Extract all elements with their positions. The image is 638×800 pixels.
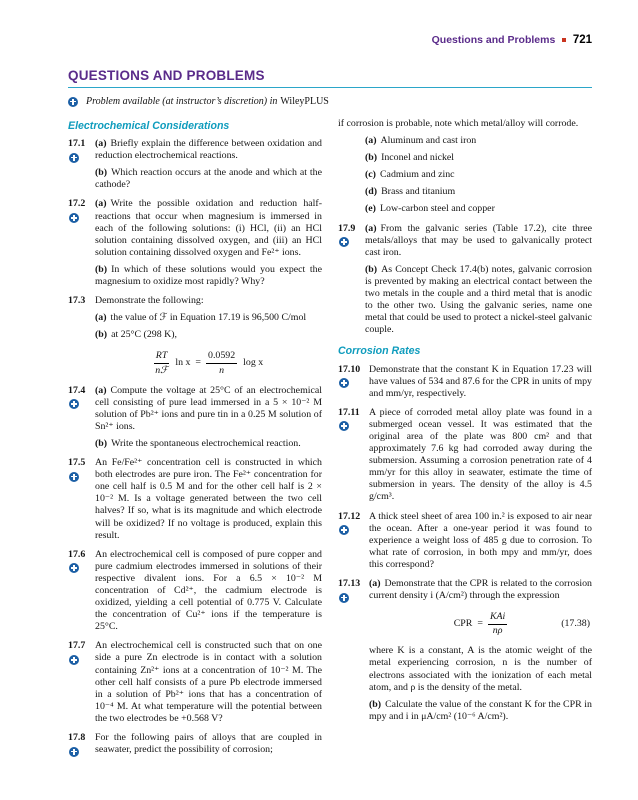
problem-text: the value of ℱ in Equation 17.19 is 96,500 C/mol — [110, 312, 307, 324]
wileyplus-icon — [339, 378, 349, 388]
nernst-equation — [95, 350, 322, 376]
problem-number: 17.4 — [68, 384, 86, 396]
right-column — [338, 118, 592, 763]
problem-text: Write the possible oxidation and reduction half-reactions that occur when magnesium is immersed in each of the following solutions: (i) HCl, (ii) an HCl solution containing dissolved oxygen, and (iii) an HCl solution containing dissolved oxygen and Fe²⁺ ions. — [95, 198, 322, 258]
problem-part-a: (a) Write the possible oxidation and reduction half-reactions that occur when magnesium is immersed in each of the following solutions: (i) HCl, (ii) an HCl solution containing dissolved oxygen, and (iii) an HCl solution containing dissolved oxygen and Fe²⁺ ions. — [95, 198, 322, 258]
problem-number: 17.7 — [68, 640, 86, 652]
wileyplus-icon — [69, 153, 79, 163]
list-item-text: Inconel and nickel — [381, 152, 455, 164]
wileyplus-legend — [68, 96, 592, 107]
wileyplus-icon — [339, 237, 349, 247]
page-content — [68, 34, 592, 763]
problem-text: Briefly explain the difference between oxidation and reduction electrochemical reactions. — [95, 138, 322, 162]
wileyplus-plus-icon — [68, 97, 78, 107]
problem-text: Demonstrate that the CPR is related to the corrosion current density i (A/cm²) through the expression — [369, 578, 592, 602]
equals-sign: = — [195, 357, 201, 369]
wileyplus-icon — [69, 655, 79, 665]
problem-part-a: (a) Briefly explain the difference between oxidation and reduction electrochemical reactions. — [95, 138, 322, 162]
problem-17-5 — [68, 457, 322, 542]
problem-text: An electrochemical cell is constructed such that on one side a pure Zn electrode is in contact with a solution containing Zn²⁺ ions at a concentration of 10⁻² M. The other cell half consists of a pure Pb electrode immersed in a solution of Pb²⁺ ions that has a concentration of 10⁻⁴ M. At what temperature will the potential between the two electrodes be +0.568 V? — [95, 640, 322, 724]
list-item-text: Low-carbon steel and copper — [379, 203, 495, 215]
equation-fraction: $\frac{RT}{\text{nℱ}}$ — [155, 350, 168, 376]
problem-part-b: (b) As Concept Check 17.4(b) notes, galvanic corrosion is prevented by making an electrical contact between the two metals in the couple and a third metal that is anodic to the other two. Using the galvanic series, name one metal that could be used to protect a nickel-steel galvanic couple. — [365, 263, 592, 336]
list-item-text: Aluminum and cast iron — [380, 135, 477, 147]
problem-number: 17.10 — [338, 363, 361, 375]
problem-17-13 — [338, 578, 592, 723]
problem-text: An Fe/Fe²⁺ concentration cell is constructed in which both electrodes are pure iron. The Fe²⁺ concentration for one cell half is 0.5 M and for the other cell half is 2 × 10⁻² M. Is a voltage generated between the two cell halves? If so, what is its magnitude and which electrode will be oxidized? If no voltage is produced, explain this result. — [95, 457, 322, 541]
problem-part-a: (a) Demonstrate that the CPR is related to the corrosion current density i (A/cm²) through the expression — [369, 578, 592, 602]
wileyplus-icon — [339, 593, 349, 603]
legend-text: Problem available (at instructor’s discretion) in — [86, 96, 278, 107]
cpr-equation — [369, 611, 592, 637]
problem-17-1 — [68, 138, 322, 191]
problem-text: A thick steel sheet of area 100 in.² is exposed to air near the ocean. After a one-year period it was found to experience a weight loss of 485 g due to corrosion. To what rate of corrosion, in both mpy and mm/yr, does this correspond? — [369, 510, 592, 570]
page-number: 721 — [572, 34, 592, 46]
problem-17-12 — [338, 511, 592, 571]
list-item-d: (d) Brass and titanium — [365, 186, 456, 198]
problem-part-a: (a) Compute the voltage at 25°C of an electrochemical cell consisting of pure lead immersed in a 5 × 10⁻² M solution of Pb²⁺ ions and pure tin in a 0.25 M solution of Sn²⁺ ions. — [95, 384, 322, 432]
problem-intro: Demonstrate the following: — [95, 295, 204, 307]
running-head — [68, 34, 592, 46]
section-heading-electrochemical: Electrochemical Considerations — [68, 120, 230, 132]
problem-part-a: (a) the value of ℱ in Equation 17.19 is 96,500 C/mol — [95, 312, 307, 324]
wileyplus-icon — [339, 525, 349, 535]
problem-part-b: (b) Which reaction occurs at the anode and which at the cathode? — [95, 167, 322, 191]
section-heading-corrosion-rates: Corrosion Rates — [338, 345, 421, 358]
two-column-layout — [68, 118, 592, 763]
problem-number: 17.6 — [68, 548, 86, 560]
problem-text-after-equation: where K is a constant, A is the atomic weight of the metal experiencing corrosion, n is the number of electrons associated with the ionization of each metal atom, and ρ is the density of the metal. — [369, 645, 592, 693]
wileyplus-icon — [339, 421, 349, 431]
list-item-text: Brass and titanium — [381, 186, 456, 198]
problem-number: 17.12 — [338, 510, 361, 522]
list-item-e: (e) Low-carbon steel and copper — [365, 203, 495, 215]
problem-number: 17.3 — [68, 295, 86, 307]
problem-text: Compute the voltage at 25°C of an electrochemical cell consisting of pure lead immersed in a 5 × 10⁻² M solution of Pb²⁺ ions and pure tin in a 0.25 M solution of Sn²⁺ ions. — [95, 384, 322, 432]
wileyplus-icon — [69, 747, 79, 757]
problem-17-8 — [68, 732, 322, 756]
list-item-text: Cadmium and zinc — [379, 169, 455, 181]
equation-fraction: $\frac{\text{KAi}}{n\rho}$ — [489, 611, 506, 637]
problem-17-10 — [338, 364, 592, 400]
problem-17-9 — [338, 223, 592, 337]
problem-text: In which of these solutions would you expect the magnesium to oxidize most rapidly? Why? — [95, 263, 322, 288]
problem-text: Calculate the value of the constant K for the CPR in mpy and i in μA/cm² (10⁻⁶ A/cm²). — [369, 698, 592, 722]
problem-17-3 — [68, 295, 322, 376]
equation-function: log x — [243, 357, 264, 369]
left-column — [68, 118, 322, 763]
problem-number: 17.8 — [68, 732, 86, 744]
problem-part-b: (b) at 25°C (298 K), — [95, 329, 178, 341]
title-rule — [68, 87, 592, 88]
problem-part-a: (a) From the galvanic series (Table 17.2), cite three metals/alloys that may be used to galvanically protect cast iron. — [365, 222, 592, 258]
problem-text: As Concept Check 17.4(b) notes, galvanic corrosion is prevented by making an electrical contact between the two metals in the couple and a third metal that is anodic to the other two. Using the galvanic series, name one metal that could be used to protect a nickel-steel galvanic couple. — [365, 263, 592, 336]
wileyplus-icon — [69, 472, 79, 482]
problem-17-4 — [68, 385, 322, 450]
problem-number: 17.11 — [338, 406, 360, 418]
list-item-b: (b) Inconel and nickel — [365, 152, 455, 164]
problem-text: at 25°C (298 K), — [111, 329, 178, 341]
list-item-a: (a) Aluminum and cast iron — [365, 135, 477, 147]
problem-17-7 — [68, 640, 322, 725]
wileyplus-icon — [69, 213, 79, 223]
problem-text: A piece of corroded metal alloy plate was found in a submerged ocean vessel. It was estimated that the original area of the plate was 800 cm² and that approximately 7.6 kg had corroded away during the submersion. Assuming a corrosion penetration rate of 4 mm/yr for this alloy in seawater, estimate the time of submersion in years. The density of the alloy is 4.5 g/cm³. — [369, 406, 592, 503]
problem-17-6 — [68, 549, 322, 634]
problem-17-8-continuation: if corrosion is probable, note which metal/alloy will corrode. — [338, 118, 579, 129]
problem-part-b: (b) Write the spontaneous electrochemical reaction. — [95, 437, 301, 449]
equation-number: (17.38) — [561, 618, 590, 630]
running-head-title: Questions and Problems — [431, 34, 556, 46]
problem-number: 17.2 — [68, 198, 86, 210]
problem-17-11 — [338, 407, 592, 504]
list-item-c: (c) Cadmium and zinc — [365, 169, 455, 181]
equation-lhs: CPR — [453, 618, 473, 630]
problem-part-b: (b) In which of these solutions would you expect the magnesium to oxidize most rapidly? Why? — [95, 263, 322, 288]
problem-number: 17.1 — [68, 138, 86, 150]
problem-part-b: (b) Calculate the value of the constant K for the CPR in mpy and i in μA/cm² (10⁻⁶ A/cm²). — [369, 698, 592, 722]
problem-number: 17.9 — [338, 222, 356, 234]
legend-brand: WileyPLUS — [280, 96, 329, 107]
problem-number: 17.13 — [338, 578, 361, 589]
problem-17-2 — [68, 198, 322, 288]
equals-sign: = — [477, 618, 483, 630]
separator-dot-icon — [562, 38, 566, 42]
problem-text: Demonstrate that the constant K in Equation 17.23 will have values of 534 and 87.6 for the CPR in units of mpy and mm/yr, respectively. — [369, 363, 592, 399]
equation-fraction: $\frac{0.0592}{n}$ — [208, 350, 236, 376]
wileyplus-icon — [69, 563, 79, 573]
problem-text: Which reaction occurs at the anode and which at the cathode? — [95, 167, 322, 191]
problem-number: 17.5 — [68, 457, 86, 469]
problem-text: Write the spontaneous electrochemical reaction. — [111, 437, 301, 449]
problem-text: An electrochemical cell is composed of pure copper and pure cadmium electrodes immersed in solutions of their respective divalent ions. For a 6.5 × 10⁻² M concentration of Cd²⁺, the cadmium electrode is oxidized, yielding a cell potential of 0.775 V. Calculate the concentration of Cu²⁺ ions if the temperature is 25°C. — [95, 548, 322, 633]
problem-text: From the galvanic series (Table 17.2), cite three metals/alloys that may be used to galvanically protect cast iron. — [365, 222, 592, 258]
wileyplus-icon — [69, 399, 79, 409]
equation-function: ln x — [175, 357, 191, 369]
page-title: QUESTIONS AND PROBLEMS — [68, 68, 265, 83]
problem-text: For the following pairs of alloys that are coupled in seawater, predict the possibility of corrosion; — [95, 732, 322, 756]
